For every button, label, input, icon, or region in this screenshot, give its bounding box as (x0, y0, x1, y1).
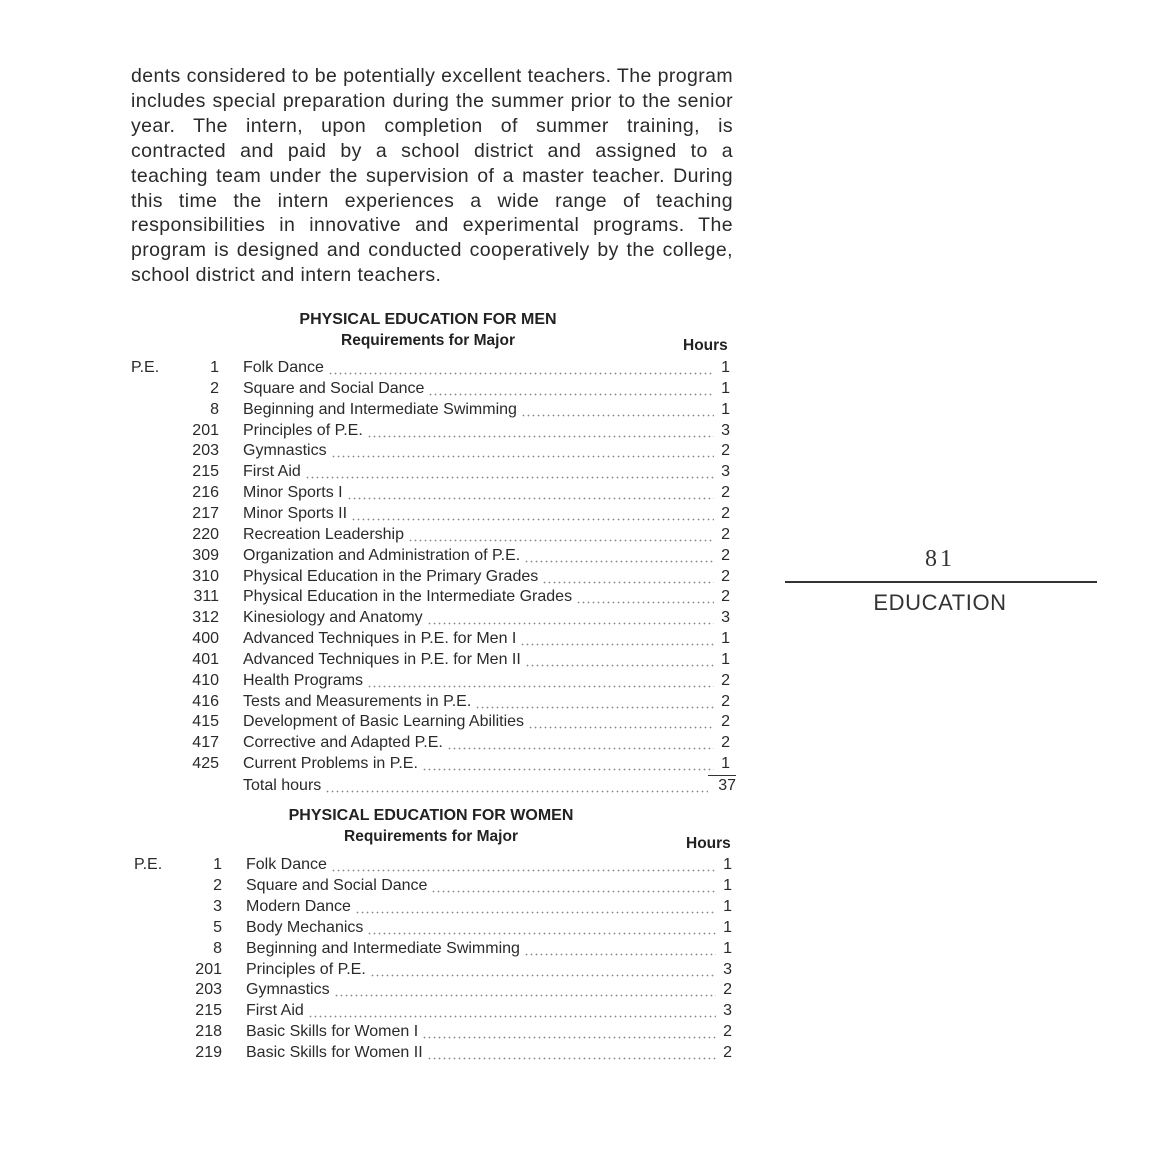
course-hours: 2 (721, 671, 730, 689)
course-name: Corrective and Adapted P.E. (243, 734, 443, 752)
intro-paragraph: dents considered to be potentially excellent teachers. The program includes special preparation during the summer prior to the senior year. The intern, upon completion of summer training, is contracted and paid by a school district and assigned to a teaching team under the supervision of a master teacher. During this time the intern experiences a wide range of teaching responsibilities in innovative and experimental programs. The program is designed and conducted cooperatively by the college, school district and intern teachers. (131, 65, 733, 287)
course-number: 309 (192, 546, 219, 564)
section-label: EDUCATION (873, 590, 1007, 615)
course-prefix: P.E. (131, 359, 160, 376)
course-name: First Aid (246, 1002, 304, 1020)
dot-leader (524, 549, 714, 563)
men-section-title: PHYSICAL EDUCATION FOR MEN (299, 311, 557, 328)
dot-leader (408, 528, 714, 542)
course-name: Kinesiology and Anatomy (243, 609, 423, 627)
course-name: Beginning and Intermediate Swimming (243, 400, 517, 418)
dot-leader (475, 695, 714, 709)
course-number: 312 (192, 609, 219, 627)
course-row (131, 379, 730, 399)
dot-leader (308, 1004, 716, 1018)
course-name: Physical Education in the Primary Grades (243, 567, 539, 585)
course-name: Beginning and Intermediate Swimming (246, 939, 520, 957)
course-hours: 1 (721, 630, 730, 648)
course-number: 8 (213, 939, 222, 957)
course-hours: 2 (723, 1023, 732, 1041)
total-row (131, 775, 736, 795)
course-name: Gymnastics (243, 442, 327, 460)
course-number: 417 (192, 734, 219, 752)
course-number: 203 (195, 981, 222, 999)
dot-leader (422, 1025, 716, 1039)
course-row (134, 1043, 732, 1063)
course-row (131, 483, 730, 503)
dot-leader (431, 879, 716, 893)
course-row (131, 546, 730, 566)
course-prefix: P.E. (134, 856, 163, 873)
course-row (131, 441, 730, 461)
course-number: 201 (195, 960, 222, 978)
course-number: 425 (192, 755, 219, 773)
course-name: Folk Dance (243, 359, 324, 376)
course-hours: 3 (723, 960, 732, 978)
course-hours: 1 (723, 856, 732, 873)
course-hours: 1 (721, 379, 730, 397)
course-number: 2 (210, 379, 219, 397)
course-number: 1 (210, 359, 219, 376)
dot-leader (576, 590, 714, 604)
course-row (131, 462, 730, 482)
course-number: 215 (195, 1002, 222, 1020)
course-row (134, 876, 732, 896)
course-number: 5 (213, 918, 222, 936)
course-row (131, 504, 730, 524)
course-name: Organization and Administration of P.E. (243, 546, 521, 564)
dot-leader (347, 486, 714, 500)
course-hours: 1 (721, 400, 730, 418)
course-hours: 2 (723, 1044, 732, 1062)
course-row (131, 712, 730, 732)
dot-leader (520, 632, 714, 646)
course-hours: 2 (721, 484, 730, 502)
women-hours-label: Hours (686, 835, 731, 852)
course-name: Gymnastics (246, 981, 330, 999)
course-name: Body Mechanics (246, 918, 364, 936)
dot-leader (334, 983, 716, 997)
course-name: Square and Social Dance (243, 379, 425, 397)
course-name: Minor Sports II (243, 504, 348, 522)
women-section-title: PHYSICAL EDUCATION FOR WOMEN (288, 807, 574, 824)
dot-leader (367, 424, 714, 438)
course-number: 220 (192, 525, 219, 543)
course-row (134, 855, 732, 875)
course-row (134, 980, 732, 1000)
course-number: 217 (192, 504, 219, 522)
page-number: 81 (925, 546, 955, 572)
course-name: Square and Social Dance (246, 876, 428, 894)
course-row (131, 525, 730, 545)
course-hours: 3 (721, 463, 730, 481)
course-hours: 1 (723, 939, 732, 957)
course-number: 400 (192, 630, 219, 648)
course-row (131, 733, 730, 753)
dot-leader (528, 715, 714, 729)
dot-leader (427, 611, 714, 625)
course-number: 203 (192, 442, 219, 460)
course-row (131, 754, 730, 774)
course-number: 215 (192, 463, 219, 481)
course-row (131, 400, 730, 420)
side-divider (785, 581, 1097, 583)
course-hours: 1 (721, 755, 730, 773)
course-row (131, 671, 730, 691)
course-number: 416 (192, 692, 219, 710)
course-name: Principles of P.E. (243, 421, 363, 439)
course-number: 201 (192, 421, 219, 439)
men-hours-label: Hours (683, 337, 728, 354)
dot-leader (351, 507, 714, 521)
course-name: Advanced Techniques in P.E. for Men II (243, 650, 521, 668)
course-row (134, 1022, 732, 1042)
dot-leader (525, 653, 714, 667)
course-number: 216 (192, 484, 219, 502)
course-hours: 3 (721, 421, 730, 439)
course-hours: 2 (721, 567, 730, 585)
course-number: 401 (192, 650, 219, 668)
course-row (134, 960, 732, 980)
course-hours: 2 (721, 525, 730, 543)
course-row (131, 692, 730, 712)
dot-leader (331, 444, 714, 458)
course-row (134, 897, 732, 917)
course-hours: 1 (721, 650, 730, 668)
course-name: Basic Skills for Women II (246, 1044, 423, 1062)
course-name: First Aid (243, 463, 301, 481)
dot-leader (524, 942, 716, 956)
course-hours: 2 (721, 588, 730, 606)
course-hours: 3 (721, 609, 730, 627)
total-hours: 37 (708, 775, 736, 796)
course-name: Basic Skills for Women I (246, 1023, 419, 1041)
dot-leader (370, 963, 716, 977)
course-row (131, 567, 730, 587)
men-section-subtitle: Requirements for Major (341, 332, 515, 349)
dot-leader (367, 674, 714, 688)
course-name: Physical Education in the Intermediate Grades (243, 588, 573, 606)
course-name: Folk Dance (246, 856, 327, 873)
course-name: Recreation Leadership (243, 525, 404, 543)
course-row (131, 629, 730, 649)
course-number: 3 (213, 897, 222, 915)
dot-leader (325, 779, 708, 793)
course-name: Advanced Techniques in P.E. for Men I (243, 630, 517, 648)
course-name: Development of Basic Learning Abilities (243, 713, 525, 731)
course-number: 311 (193, 588, 219, 606)
course-row (131, 650, 730, 670)
dot-leader (427, 1046, 716, 1060)
course-number: 8 (210, 400, 219, 418)
dot-leader (331, 858, 716, 872)
dot-leader (422, 757, 714, 771)
course-row (131, 608, 730, 628)
course-hours: 1 (723, 897, 732, 915)
course-row (134, 918, 732, 938)
dot-leader (428, 382, 714, 396)
course-number: 1 (213, 856, 222, 873)
women-section-subtitle: Requirements for Major (344, 828, 518, 845)
dot-leader (521, 403, 714, 417)
course-row (134, 1001, 732, 1021)
course-name: Principles of P.E. (246, 960, 366, 978)
course-name: Health Programs (243, 671, 364, 689)
dot-leader (328, 361, 714, 375)
course-number: 310 (192, 567, 219, 585)
course-hours: 2 (721, 442, 730, 460)
course-row (134, 939, 732, 959)
total-label: Total hours (243, 777, 322, 794)
course-hours: 1 (723, 876, 732, 894)
dot-leader (355, 900, 716, 914)
course-number: 415 (192, 713, 219, 731)
course-hours: 3 (723, 1002, 732, 1020)
course-hours: 1 (723, 918, 732, 936)
course-hours: 1 (721, 359, 730, 376)
course-hours: 2 (721, 692, 730, 710)
course-hours: 2 (721, 546, 730, 564)
course-name: Minor Sports I (243, 484, 343, 502)
course-number: 410 (192, 671, 219, 689)
dot-leader (305, 465, 714, 479)
course-number: 2 (213, 876, 222, 894)
course-name: Modern Dance (246, 897, 351, 915)
course-row (131, 358, 730, 378)
course-hours: 2 (721, 713, 730, 731)
course-number: 219 (195, 1044, 222, 1062)
course-row (131, 587, 730, 607)
course-name: Current Problems in P.E. (243, 755, 418, 773)
course-number: 218 (195, 1023, 222, 1041)
dot-leader (367, 921, 716, 935)
course-hours: 2 (721, 504, 730, 522)
dot-leader (542, 570, 714, 584)
course-hours: 2 (723, 981, 732, 999)
course-row (131, 421, 730, 441)
course-hours: 2 (721, 734, 730, 752)
dot-leader (447, 736, 714, 750)
course-name: Tests and Measurements in P.E. (243, 692, 472, 710)
